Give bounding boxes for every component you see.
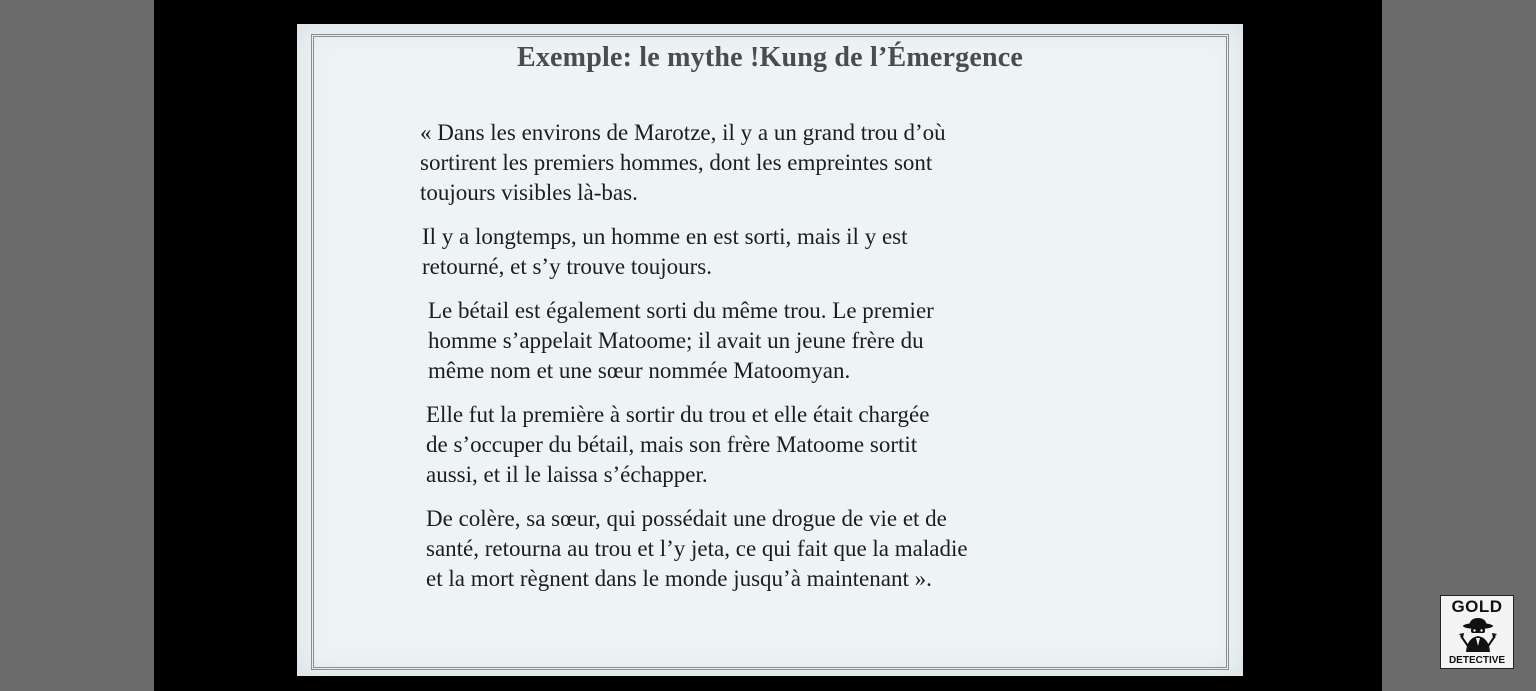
right-pillarbox (1382, 0, 1536, 691)
left-pillarbox (0, 0, 154, 691)
logo-top-text: GOLD (1451, 597, 1503, 616)
slide-title: Exemple: le mythe !Kung de l’Émergence (516, 42, 1024, 73)
paragraph-2: Il y a longtemps, un homme en est sorti, mais il y est retourné, et s’y trouve toujours. (422, 224, 908, 279)
slide-body (420, 118, 1140, 608)
channel-watermark-logo (1440, 595, 1514, 669)
logo-bottom-text: DETECTIVE (1448, 655, 1506, 666)
paragraph-5: De colère, sa sœur, qui possédait une drogue de vie et de santé, retourna au trou et l’y jeta, ce qui fait que la maladie et la mort règnent dans le monde jusqu’à maintenant ». (426, 506, 968, 591)
detective-icon (1458, 616, 1498, 652)
paragraph-3: Le bétail est également sorti du même trou. Le premier homme s’appelait Matoome; il avait un jeune frère du même nom et une sœur nommée Matoomyan. (428, 298, 934, 383)
presentation-slide (297, 24, 1243, 676)
paragraph-4: Elle fut la première à sortir du trou et elle était chargée de s’occuper du bétail, mais son frère Matoome sortit aussi, et il le laissa s’échapper. (426, 402, 930, 487)
paragraph-1: « Dans les environs de Marotze, il y a un grand trou d’où sortirent les premiers hommes, dont les empreintes sont toujours visibles là-bas. (420, 120, 946, 205)
